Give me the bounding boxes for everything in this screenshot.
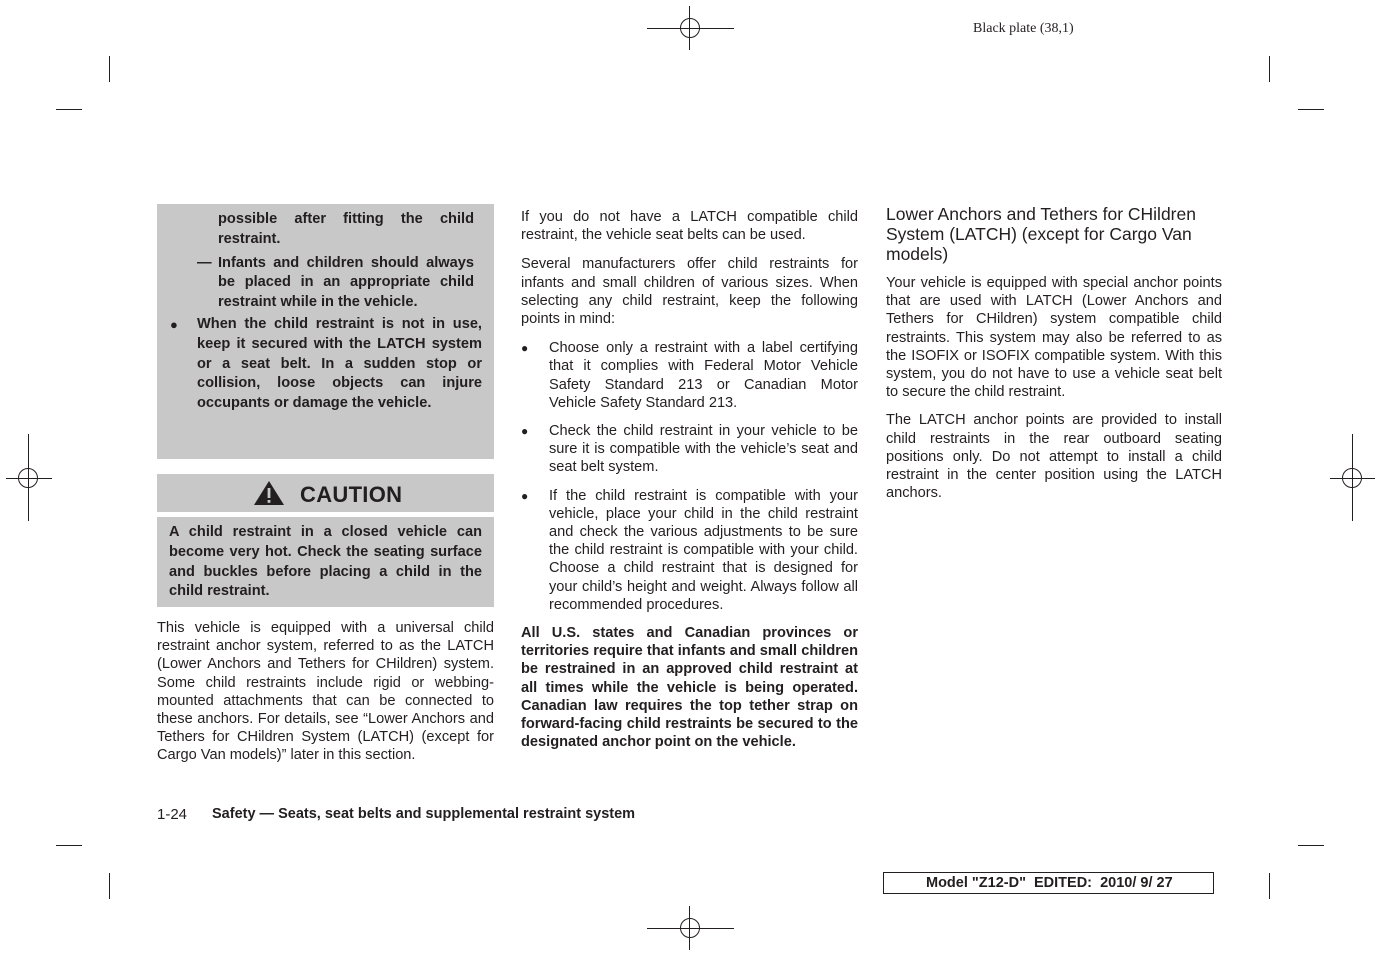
registration-mark-left (18, 468, 38, 488)
registration-mark-right (1342, 468, 1362, 488)
warning-plain-line: possible after fitting the child restraint. (218, 211, 474, 247)
bullet-icon: ● (521, 424, 529, 439)
registration-mark-bottom (680, 918, 700, 938)
bullet-icon: ● (521, 488, 529, 503)
plate-label: Black plate (38,1) (973, 21, 1074, 36)
model-stamp: Model "Z12-D" EDITED: 2010/ 9/ 27 (883, 872, 1214, 894)
bullet-icon: ● (521, 341, 529, 356)
middle-paragraph-1: If you do not have a LATCH compatible child restraint, the vehicle seat belts can be used. (521, 209, 858, 244)
warning-dash-item: — Infants and children should always be placed in an appropriate child restraint while in the vehicle. (197, 254, 474, 311)
legal-requirement-paragraph: All U.S. states and Canadian provinces or territories require that infants and small children be restrained in an approved child restraint at all times while the vehicle is being operated. Canadian law requires the top tether strap on forward-facing child restraints be secured to the designated anchor point on the vehicle. (521, 625, 858, 751)
section-heading: Lower Anchors and Tethers for CHildren System (LATCH) (except for Cargo Van models) (886, 204, 1196, 264)
middle-column (521, 208, 858, 751)
warning-bullet-item: ● When the child restraint is not in use, keep it secured with the LATCH system or a seat belt. In a sudden stop or collision, loose objects can injure occupants or damage the vehicle. (170, 315, 482, 412)
right-paragraph-1: Your vehicle is equipped with special anchor points that are used with LATCH (Lower Anchors and Tethers for CHildren) system compatible child restraints. This system may also be referred to as the ISOFIX or ISOFIX compatible system. With this system, you do not have to use a vehicle seat belt to secure the child restraint. (886, 275, 1222, 401)
middle-paragraph-2: Several manufacturers offer child restraints for infants and small children of various sizes. When selecting any child restraint, keep the following points in mind: (521, 256, 858, 328)
section-title: Safety — Seats, seat belts and supplemental restraint system (212, 806, 636, 822)
list-item: ● If the child restraint is compatible with your vehicle, place your child in the child restraint and check the various adjustments to be sure the child restraint is compatible with your child. Choose a child restraint that is designed for your child’s height and weight. Always follow all recommended procedures. (521, 487, 858, 613)
registration-mark-top (680, 18, 700, 38)
bullet-icon: ● (170, 316, 178, 332)
left-body-paragraph: This vehicle is equipped with a universal child restraint anchor system, referred to as the LATCH (Lower Anchors and Tethers for CHildren) system. Some child restraints include rigid or webbing-mounted attachments that can be connected to these anchors. For details, see “Lower Anchors and Tethers for CHildren System (LATCH) (except for Cargo Van models)” later in this section. (157, 620, 494, 764)
page-number: 1-24 (157, 806, 188, 823)
list-item: ● Choose only a restraint with a label certifying that it complies with Federal Motor Vehicle Safety Standard 213 or Canadian Motor Vehicle Safety Standard 213. (521, 340, 858, 411)
caution-label: CAUTION (300, 482, 403, 507)
warning-continuation-box (157, 204, 494, 459)
caution-text: A child restraint in a closed vehicle can become very hot. Check the seating surface and buckles before placing a child in the child restraint. (169, 524, 482, 600)
dash-marker: — (197, 254, 212, 271)
right-paragraph-2: The LATCH anchor points are provided to install child restraints in the rear outboard seating positions only. Do not attempt to install a child restraint in the center position using the LATCH anchors. (886, 412, 1222, 502)
list-item: ● Check the child restraint in your vehicle to be sure it is compatible with the vehicle’s seat and seat belt system. (521, 423, 858, 476)
caution-header (157, 474, 494, 512)
right-column (886, 274, 1222, 502)
warning-triangle-icon (253, 480, 285, 506)
caution-body (157, 517, 494, 607)
